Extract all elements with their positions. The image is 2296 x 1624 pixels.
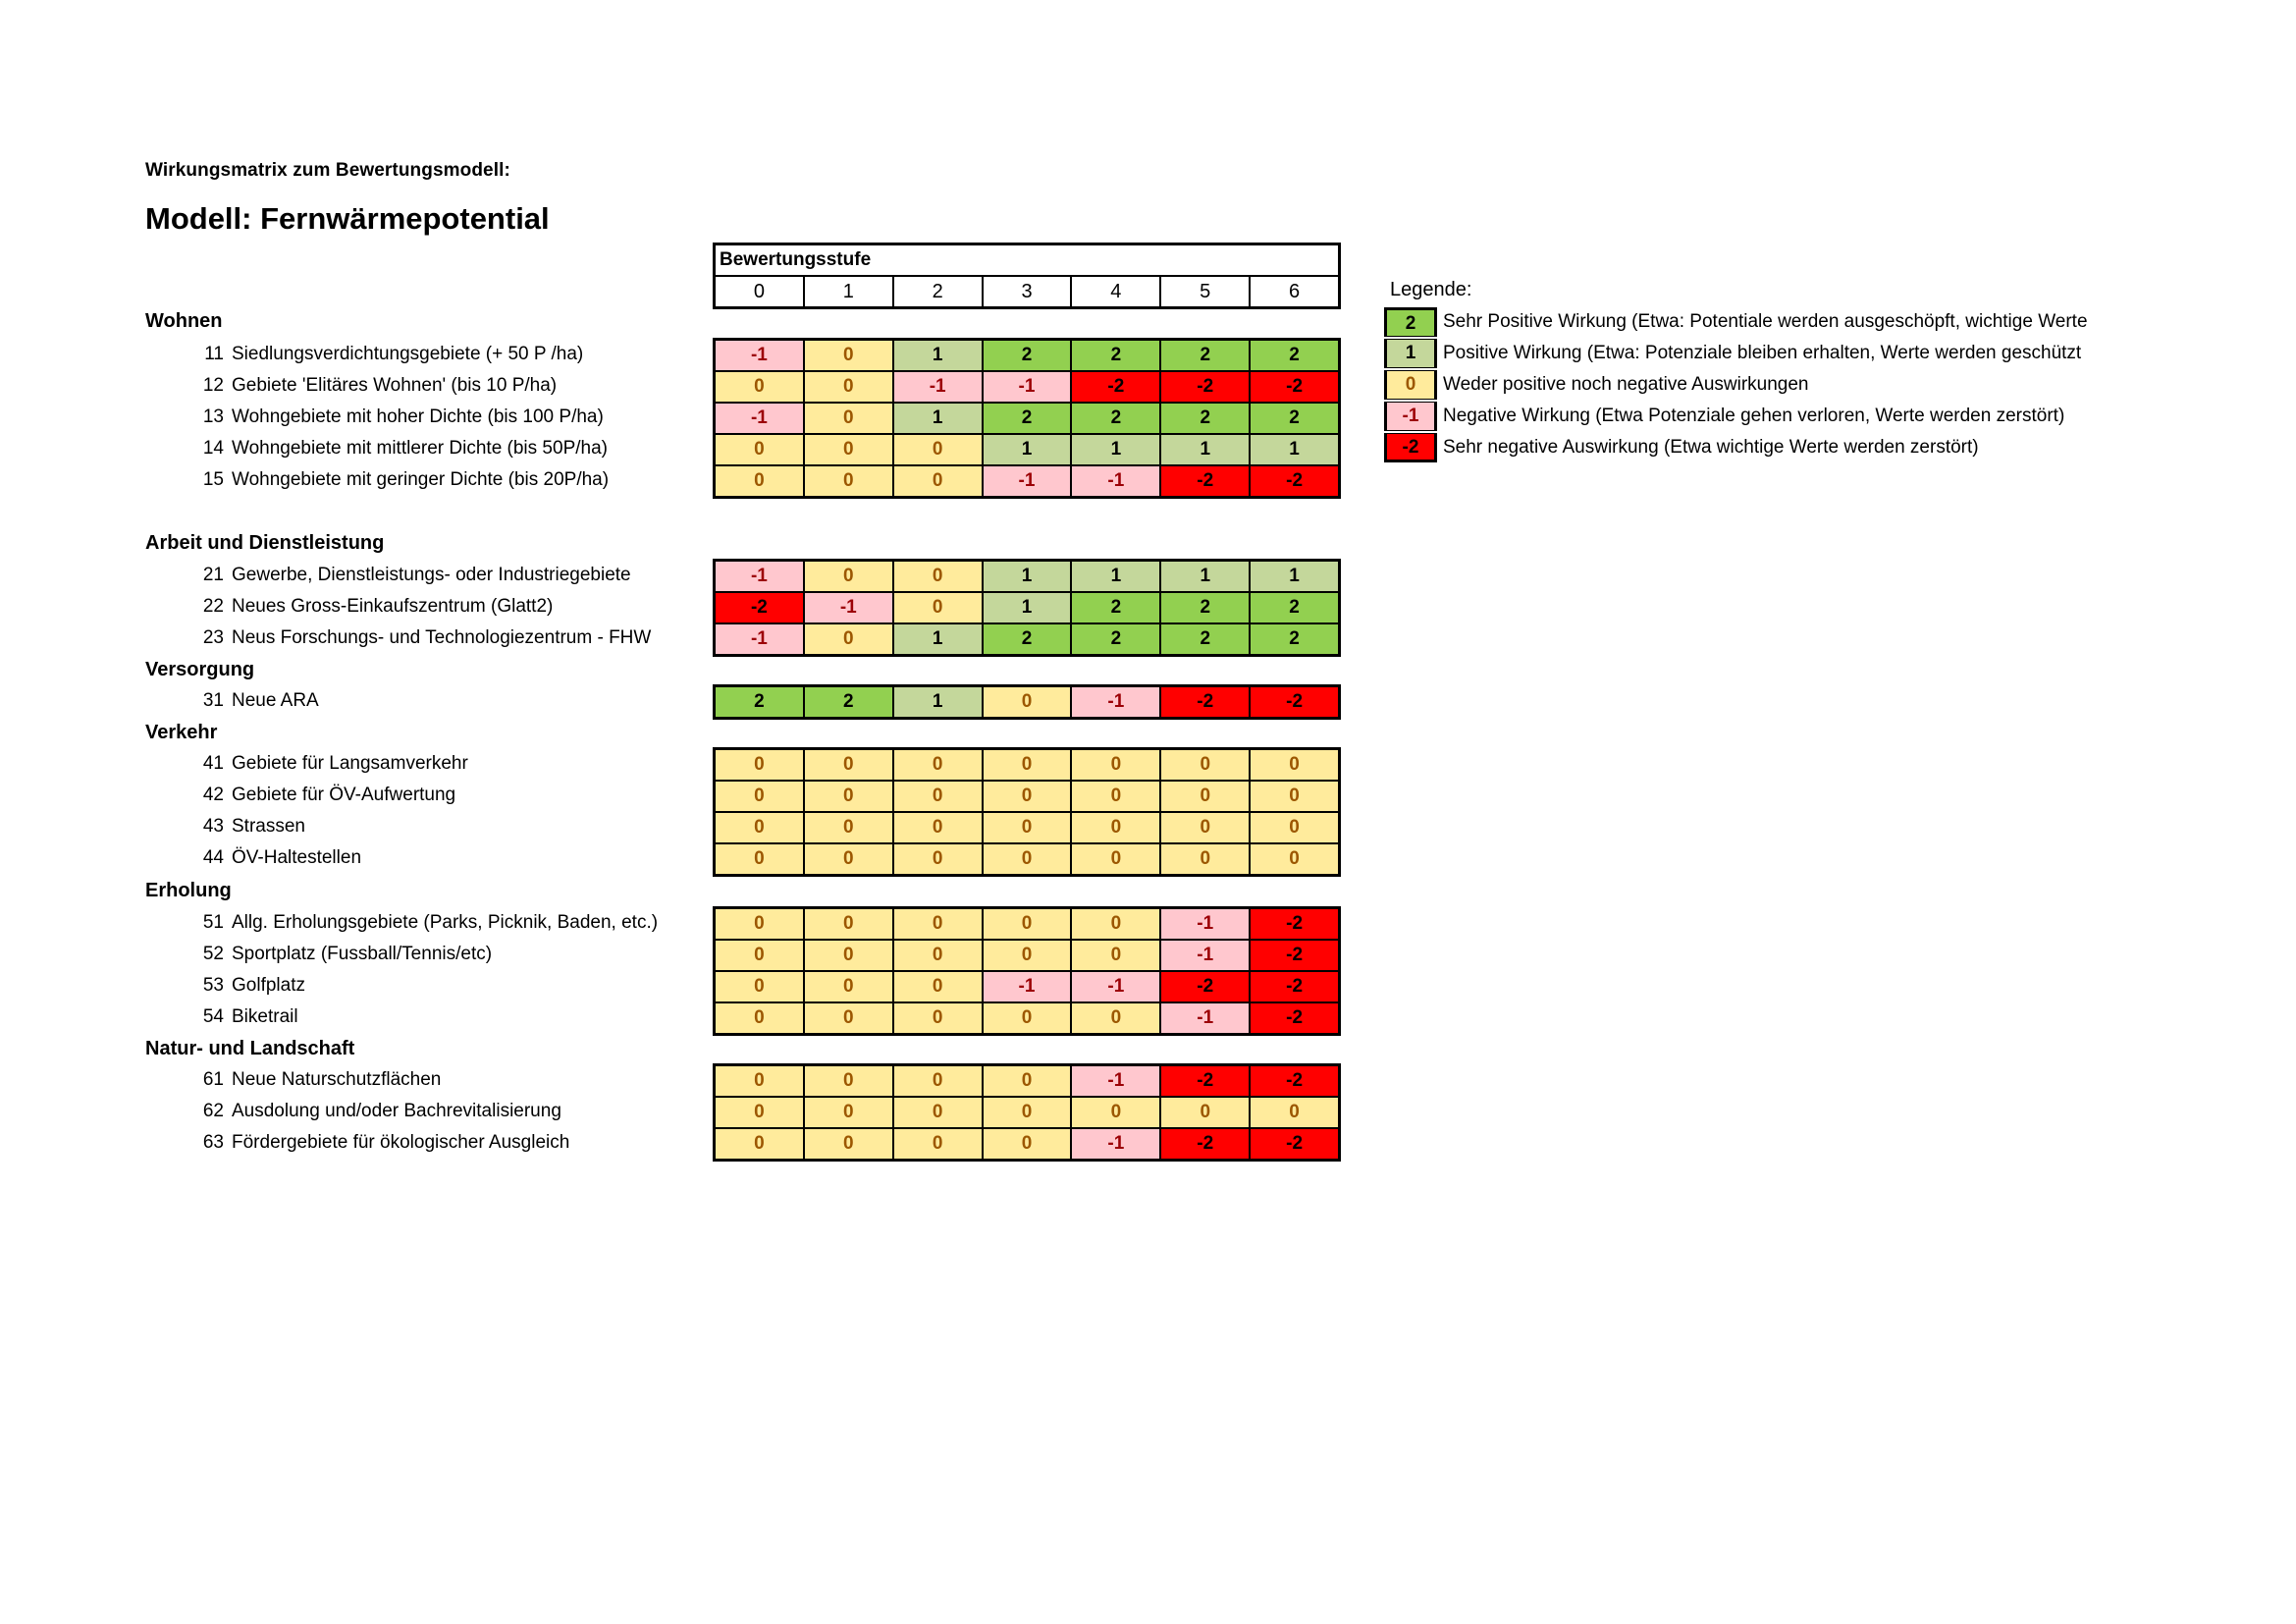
matrix-cell: 2 — [984, 624, 1071, 654]
table-row — [716, 372, 1338, 402]
matrix-cell: 0 — [894, 909, 982, 939]
row-label — [198, 406, 604, 428]
matrix-cell: 0 — [1161, 813, 1249, 842]
matrix-cell: 2 — [1251, 593, 1338, 623]
matrix-cell: -1 — [1072, 687, 1159, 717]
matrix-cell: 2 — [1161, 593, 1249, 623]
matrix-cell: 0 — [1251, 813, 1338, 842]
matrix-cell: 0 — [894, 750, 982, 780]
matrix-cell: -1 — [716, 624, 803, 654]
matrix-cell: -2 — [1251, 687, 1338, 717]
matrix-cell: 0 — [716, 372, 803, 402]
matrix-cell: 0 — [1161, 1098, 1249, 1127]
matrix-cell: -1 — [716, 341, 803, 370]
matrix-cell: 0 — [1251, 844, 1338, 874]
matrix-cell: 2 — [984, 341, 1071, 370]
row-label — [198, 785, 455, 806]
legend-text: Positive Wirkung (Etwa: Potenziale bleiben erhalten, Werte werden geschützt — [1443, 343, 2082, 363]
matrix-cell: 0 — [716, 813, 803, 842]
row-label — [198, 1006, 298, 1028]
matrix-cell: 0 — [716, 1003, 803, 1033]
matrix-cell: 0 — [894, 1066, 982, 1096]
matrix-cell: 0 — [1251, 782, 1338, 811]
matrix-cell: 0 — [805, 972, 892, 1001]
row-text: Fördergebiete für ökologischer Ausgleich — [232, 1132, 570, 1153]
legend-text: Negative Wirkung (Etwa Potenziale gehen verloren, Werte werden zerstört) — [1443, 406, 2065, 426]
matrix-cell: 2 — [1072, 624, 1159, 654]
matrix-cell: 0 — [716, 466, 803, 496]
table-row — [716, 1003, 1338, 1033]
row-text: Neue ARA — [232, 690, 319, 711]
row-text: Wohngebiete mit geringer Dichte (bis 20P/ha) — [232, 469, 610, 490]
legend-item — [1384, 401, 2088, 432]
matrix-cell: 0 — [805, 466, 892, 496]
rating-scale-label: Bewertungsstufe — [716, 245, 1338, 277]
document-subtitle: Wirkungsmatrix zum Bewertungsmodell: — [145, 160, 510, 181]
matrix-cell: 0 — [805, 341, 892, 370]
table-row — [716, 687, 1338, 717]
matrix-block — [713, 906, 1341, 1036]
matrix-cell: 0 — [805, 404, 892, 433]
row-number: 11 — [204, 344, 224, 364]
matrix-cell: 0 — [984, 750, 1071, 780]
row-label — [198, 375, 557, 397]
matrix-cell: -2 — [1251, 972, 1338, 1001]
matrix-cell: 0 — [894, 593, 982, 623]
matrix-cell: 0 — [984, 687, 1071, 717]
matrix-cell: 0 — [716, 909, 803, 939]
matrix-cell: 0 — [1072, 909, 1159, 939]
row-number: 22 — [202, 596, 224, 617]
matrix-cell: 0 — [805, 1098, 892, 1127]
matrix-cell: 2 — [1251, 624, 1338, 654]
matrix-cell: 2 — [1161, 624, 1249, 654]
row-label — [198, 596, 553, 618]
matrix-cell: 0 — [894, 1003, 982, 1033]
row-text: Gebiete für Langsamverkehr — [232, 753, 468, 774]
matrix-cell: 1 — [1161, 562, 1249, 591]
row-text: ÖV-Haltestellen — [232, 847, 362, 868]
matrix-cell: 1 — [1161, 435, 1249, 464]
row-label — [198, 944, 492, 965]
row-text: Neue Naturschutzflächen — [232, 1069, 442, 1090]
column-header: 5 — [1159, 277, 1249, 306]
column-header: 6 — [1249, 277, 1338, 306]
matrix-cell: -1 — [984, 466, 1071, 496]
column-header: 4 — [1070, 277, 1159, 306]
matrix-cell: 0 — [805, 813, 892, 842]
row-number: 62 — [202, 1101, 224, 1121]
column-header: 2 — [892, 277, 982, 306]
row-number: 63 — [202, 1132, 224, 1153]
row-label — [198, 975, 305, 997]
section-heading-versorgung: Versorgung — [145, 659, 255, 680]
matrix-cell: 0 — [1072, 941, 1159, 970]
table-row — [716, 1066, 1338, 1096]
row-text: Sportplatz (Fussball/Tennis/etc) — [232, 944, 493, 964]
matrix-cell: -1 — [1161, 1003, 1249, 1033]
table-row — [716, 813, 1338, 842]
matrix-cell: 1 — [1072, 435, 1159, 464]
matrix-cell: -2 — [716, 593, 803, 623]
matrix-cell: 0 — [716, 782, 803, 811]
matrix-cell: 0 — [1072, 844, 1159, 874]
legend-swatch: -2 — [1384, 433, 1437, 462]
matrix-cell: 0 — [805, 372, 892, 402]
matrix-cell: 0 — [1072, 813, 1159, 842]
rating-scale-header — [713, 243, 1341, 309]
table-row — [716, 941, 1338, 970]
matrix-cell: 0 — [984, 1066, 1071, 1096]
matrix-cell: -1 — [984, 372, 1071, 402]
section-heading-verkehr: Verkehr — [145, 722, 218, 743]
matrix-cell: -1 — [894, 372, 982, 402]
section-heading-arbeit: Arbeit und Dienstleistung — [145, 532, 385, 554]
matrix-cell: -2 — [1251, 941, 1338, 970]
matrix-cell: 0 — [1251, 1098, 1338, 1127]
row-number: 61 — [202, 1069, 224, 1090]
matrix-cell: 1 — [1251, 435, 1338, 464]
matrix-cell: 0 — [716, 1098, 803, 1127]
matrix-cell: -2 — [1161, 466, 1249, 496]
matrix-cell: 1 — [894, 687, 982, 717]
matrix-cell: 0 — [1161, 750, 1249, 780]
column-header: 3 — [982, 277, 1071, 306]
matrix-cell: 2 — [1251, 341, 1338, 370]
matrix-cell: 2 — [1072, 404, 1159, 433]
matrix-cell: 0 — [805, 909, 892, 939]
row-number: 43 — [202, 816, 224, 837]
row-text: Golfplatz — [232, 975, 305, 996]
legend-text: Sehr Positive Wirkung (Etwa: Potentiale werden ausgeschöpft, wichtige Werte — [1443, 311, 2088, 332]
row-text: Neues Gross-Einkaufszentrum (Glatt2) — [232, 596, 554, 617]
matrix-cell: 0 — [894, 844, 982, 874]
matrix-cell: 0 — [984, 1098, 1071, 1127]
row-text: Gebiete für ÖV-Aufwertung — [232, 785, 456, 805]
row-number: 23 — [202, 627, 224, 648]
row-number: 41 — [202, 753, 224, 774]
row-label — [198, 690, 319, 712]
matrix-cell: 2 — [1161, 341, 1249, 370]
matrix-cell: 0 — [716, 750, 803, 780]
legend-item — [1384, 369, 2088, 401]
row-number: 54 — [202, 1006, 224, 1027]
row-text: Strassen — [232, 816, 305, 837]
matrix-cell: 0 — [894, 972, 982, 1001]
matrix-cell: 0 — [984, 844, 1071, 874]
row-label — [198, 753, 468, 775]
matrix-cell: -1 — [1161, 941, 1249, 970]
matrix-cell: 1 — [984, 562, 1071, 591]
matrix-block — [713, 1063, 1341, 1162]
row-label — [198, 816, 305, 838]
row-text: Wohngebiete mit mittlerer Dichte (bis 50P/ha) — [232, 438, 608, 459]
table-row — [716, 404, 1338, 433]
matrix-cell: -1 — [1072, 1129, 1159, 1159]
matrix-cell: 0 — [805, 1003, 892, 1033]
matrix-cell: -2 — [1251, 1066, 1338, 1096]
matrix-cell: 0 — [805, 1129, 892, 1159]
legend-swatch: 2 — [1384, 307, 1437, 337]
matrix-cell: 0 — [805, 562, 892, 591]
row-number: 13 — [202, 406, 224, 427]
matrix-cell: 1 — [894, 341, 982, 370]
section-heading-erholung: Erholung — [145, 880, 232, 901]
matrix-block — [713, 559, 1341, 657]
row-label — [198, 1101, 561, 1122]
row-number: 52 — [202, 944, 224, 964]
row-number: 12 — [202, 375, 224, 396]
legend-swatch: 0 — [1384, 370, 1437, 400]
matrix-block — [713, 338, 1341, 499]
matrix-cell: -2 — [1251, 1129, 1338, 1159]
matrix-cell: 0 — [716, 844, 803, 874]
row-label — [198, 565, 631, 586]
matrix-cell: 2 — [1161, 404, 1249, 433]
matrix-cell: -2 — [1072, 372, 1159, 402]
legend-item — [1384, 306, 2088, 338]
table-row — [716, 624, 1338, 654]
matrix-cell: -2 — [1161, 1066, 1249, 1096]
table-row — [716, 750, 1338, 780]
matrix-cell: 0 — [805, 844, 892, 874]
legend — [1384, 306, 2088, 463]
matrix-cell: 0 — [894, 466, 982, 496]
matrix-cell: 0 — [984, 941, 1071, 970]
matrix-cell: -1 — [984, 972, 1071, 1001]
table-row — [716, 435, 1338, 464]
matrix-cell: 0 — [805, 782, 892, 811]
matrix-cell: -1 — [1072, 1066, 1159, 1096]
matrix-cell: 0 — [894, 782, 982, 811]
matrix-cell: 2 — [984, 404, 1071, 433]
table-row — [716, 562, 1338, 591]
matrix-cell: 0 — [984, 1003, 1071, 1033]
matrix-cell: -2 — [1251, 909, 1338, 939]
row-label — [198, 469, 609, 491]
row-text: Gebiete 'Elitäres Wohnen' (bis 10 P/ha) — [232, 375, 558, 396]
legend-item — [1384, 432, 2088, 463]
table-row — [716, 972, 1338, 1001]
matrix-cell: 0 — [984, 782, 1071, 811]
row-number: 44 — [202, 847, 224, 868]
table-row — [716, 909, 1338, 939]
matrix-cell: 0 — [805, 624, 892, 654]
matrix-cell: 0 — [894, 813, 982, 842]
table-row — [716, 782, 1338, 811]
legend-text: Sehr negative Auswirkung (Etwa wichtige Werte werden zerstört) — [1443, 437, 1979, 458]
legend-swatch: 1 — [1384, 339, 1437, 368]
matrix-cell: 1 — [894, 624, 982, 654]
matrix-cell: -1 — [1161, 909, 1249, 939]
matrix-cell: -1 — [805, 593, 892, 623]
matrix-cell: 0 — [984, 1129, 1071, 1159]
matrix-cell: 0 — [716, 941, 803, 970]
row-number: 53 — [202, 975, 224, 996]
matrix-cell: -1 — [1072, 466, 1159, 496]
legend-item — [1384, 338, 2088, 369]
matrix-cell: 0 — [894, 1098, 982, 1127]
column-header: 1 — [803, 277, 892, 306]
section-heading-wohnen: Wohnen — [145, 310, 223, 332]
legend-text: Weder positive noch negative Auswirkungen — [1443, 374, 1809, 395]
matrix-cell: -2 — [1251, 372, 1338, 402]
matrix-cell: 2 — [1072, 593, 1159, 623]
legend-swatch: -1 — [1384, 402, 1437, 431]
matrix-cell: 0 — [716, 435, 803, 464]
matrix-cell: 0 — [984, 813, 1071, 842]
matrix-cell: 0 — [805, 750, 892, 780]
matrix-cell: 0 — [894, 562, 982, 591]
matrix-cell: 0 — [805, 941, 892, 970]
table-row — [716, 466, 1338, 496]
matrix-cell: -2 — [1161, 372, 1249, 402]
matrix-cell: 2 — [716, 687, 803, 717]
row-label — [198, 912, 658, 934]
row-text: Gewerbe, Dienstleistungs- oder Industriegebiete — [232, 565, 631, 585]
matrix-cell: 0 — [1161, 844, 1249, 874]
matrix-block — [713, 684, 1341, 720]
row-label — [198, 627, 651, 649]
matrix-cell: -1 — [716, 562, 803, 591]
row-text: Allg. Erholungsgebiete (Parks, Picknik, Baden, etc.) — [232, 912, 659, 933]
matrix-cell: 2 — [1251, 404, 1338, 433]
matrix-cell: 2 — [805, 687, 892, 717]
matrix-cell: -2 — [1161, 972, 1249, 1001]
row-text: Wohngebiete mit hoher Dichte (bis 100 P/ha) — [232, 406, 604, 427]
page-title: Modell: Fernwärmepotential — [145, 201, 550, 236]
matrix-cell: 1 — [1072, 562, 1159, 591]
matrix-cell: 1 — [894, 404, 982, 433]
matrix-cell: 0 — [716, 1066, 803, 1096]
row-label — [198, 438, 608, 460]
row-number: 15 — [202, 469, 224, 490]
row-label — [198, 344, 583, 365]
matrix-cell: 2 — [1072, 341, 1159, 370]
matrix-cell: 0 — [805, 435, 892, 464]
row-text: Ausdolung und/oder Bachrevitalisierung — [232, 1101, 561, 1121]
row-label — [198, 1132, 569, 1154]
row-text: Siedlungsverdichtungsgebiete (+ 50 P /ha) — [232, 344, 584, 364]
matrix-cell: 1 — [984, 435, 1071, 464]
matrix-cell: 0 — [716, 1129, 803, 1159]
row-text: Biketrail — [232, 1006, 298, 1027]
matrix-cell: 0 — [805, 1066, 892, 1096]
matrix-cell: 0 — [1161, 782, 1249, 811]
row-number: 51 — [202, 912, 224, 933]
matrix-cell: -2 — [1161, 687, 1249, 717]
matrix-cell: 0 — [1251, 750, 1338, 780]
matrix-cell: 0 — [894, 941, 982, 970]
row-text: Neus Forschungs- und Technologiezentrum - FHW — [232, 627, 652, 648]
matrix-cell: -2 — [1251, 466, 1338, 496]
table-row — [716, 593, 1338, 623]
row-number: 14 — [202, 438, 224, 459]
matrix-cell: 0 — [1072, 750, 1159, 780]
row-label — [198, 847, 361, 869]
matrix-cell: 1 — [1251, 562, 1338, 591]
matrix-block — [713, 747, 1341, 877]
row-number: 31 — [202, 690, 224, 711]
row-label — [198, 1069, 441, 1091]
table-row — [716, 341, 1338, 370]
row-number: 42 — [202, 785, 224, 805]
matrix-cell: 0 — [894, 435, 982, 464]
table-row — [716, 844, 1338, 874]
matrix-cell: -2 — [1161, 1129, 1249, 1159]
matrix-cell: 0 — [716, 972, 803, 1001]
matrix-cell: 0 — [1072, 782, 1159, 811]
rating-scale-columns — [716, 277, 1338, 306]
matrix-cell: 0 — [894, 1129, 982, 1159]
matrix-cell: 1 — [984, 593, 1071, 623]
table-row — [716, 1098, 1338, 1127]
matrix-cell: -1 — [716, 404, 803, 433]
matrix-cell: 0 — [984, 909, 1071, 939]
matrix-cell: 0 — [1072, 1098, 1159, 1127]
legend-title: Legende: — [1390, 279, 1472, 300]
matrix-cell: -2 — [1251, 1003, 1338, 1033]
row-number: 21 — [202, 565, 224, 585]
matrix-cell: 0 — [1072, 1003, 1159, 1033]
matrix-cell: -1 — [1072, 972, 1159, 1001]
table-row — [716, 1129, 1338, 1159]
section-heading-natur: Natur- und Landschaft — [145, 1038, 355, 1059]
column-header: 0 — [753, 281, 765, 302]
